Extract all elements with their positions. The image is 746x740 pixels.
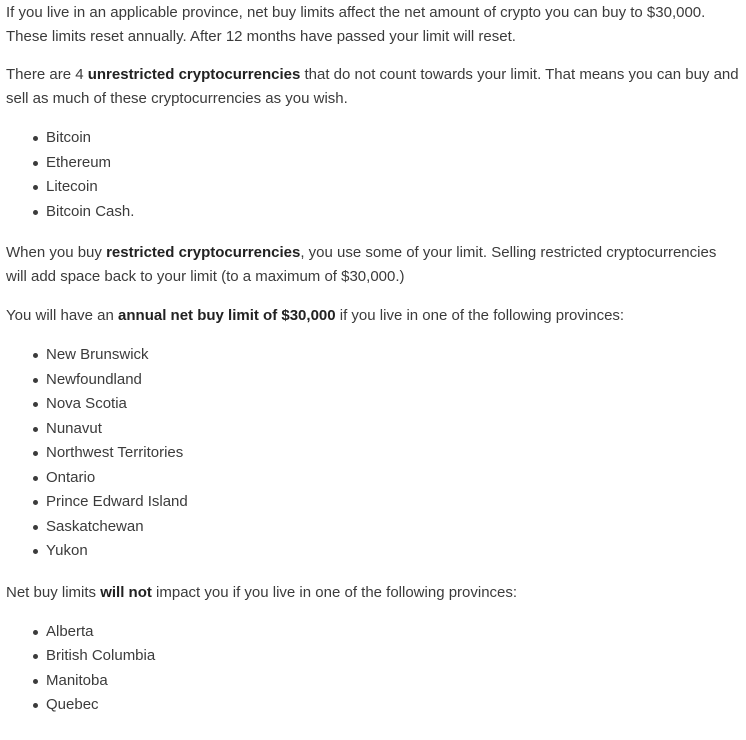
list-item: Alberta (6, 620, 740, 645)
list-item: Nova Scotia (6, 392, 740, 417)
unrestricted-crypto-list (6, 126, 740, 224)
unlimited-provinces-list (6, 620, 740, 718)
list-item: Saskatchewan (6, 515, 740, 540)
unrestricted-emphasis: unrestricted cryptocurrencies (87, 66, 301, 83)
unrestricted-text-after: that do not count towards your limit. That means you can buy and sell as much of these cryptocurrencies as you wish. (6, 66, 739, 107)
unlimited-emphasis: will not (100, 583, 152, 601)
list-item: Bitcoin Cash. (6, 200, 740, 225)
limited-provinces-list (6, 343, 740, 564)
unlimited-text-after: impact you if you live in one of the following provinces: (151, 583, 518, 601)
restricted-paragraph (6, 241, 740, 289)
restricted-emphasis: restricted cryptocurrencies (106, 244, 301, 261)
list-item: Nunavut (6, 417, 740, 442)
intro-paragraph (6, 1, 740, 49)
restricted-text-after: , you use some of your limit. Selling restricted cryptocurrencies will add space back to your limit (to a maximum of $30,000.) (6, 244, 717, 285)
limited-text-before: You will have an (6, 307, 119, 324)
list-item: Bitcoin (6, 126, 740, 151)
list-item: New Brunswick (6, 343, 740, 368)
unrestricted-text-before: There are 4 (6, 66, 88, 83)
intro-text: If you live in an applicable province, net buy limits affect the net amount of crypto you can buy to $30,000. These limits reset annually. After 12 months have passed your limit will reset. (6, 4, 706, 45)
unlimited-provinces-paragraph (6, 581, 740, 605)
unrestricted-paragraph (6, 63, 740, 111)
list-item: Ethereum (6, 151, 740, 176)
list-item: Ontario (6, 466, 740, 491)
restricted-text-before: When you buy (6, 244, 107, 261)
list-item: Quebec (6, 693, 740, 718)
list-item: Newfoundland (6, 368, 740, 393)
unlimited-text-before: Net buy limits (6, 583, 101, 601)
limited-text-after: if you live in one of the following provinces: (335, 307, 625, 324)
limited-emphasis: annual net buy limit of $30,000 (118, 307, 336, 324)
limited-provinces-paragraph (6, 304, 740, 328)
list-item: Prince Edward Island (6, 490, 740, 515)
list-item: British Columbia (6, 644, 740, 669)
list-item: Litecoin (6, 175, 740, 200)
list-item: Northwest Territories (6, 441, 740, 466)
list-item: Yukon (6, 539, 740, 564)
list-item: Manitoba (6, 669, 740, 694)
